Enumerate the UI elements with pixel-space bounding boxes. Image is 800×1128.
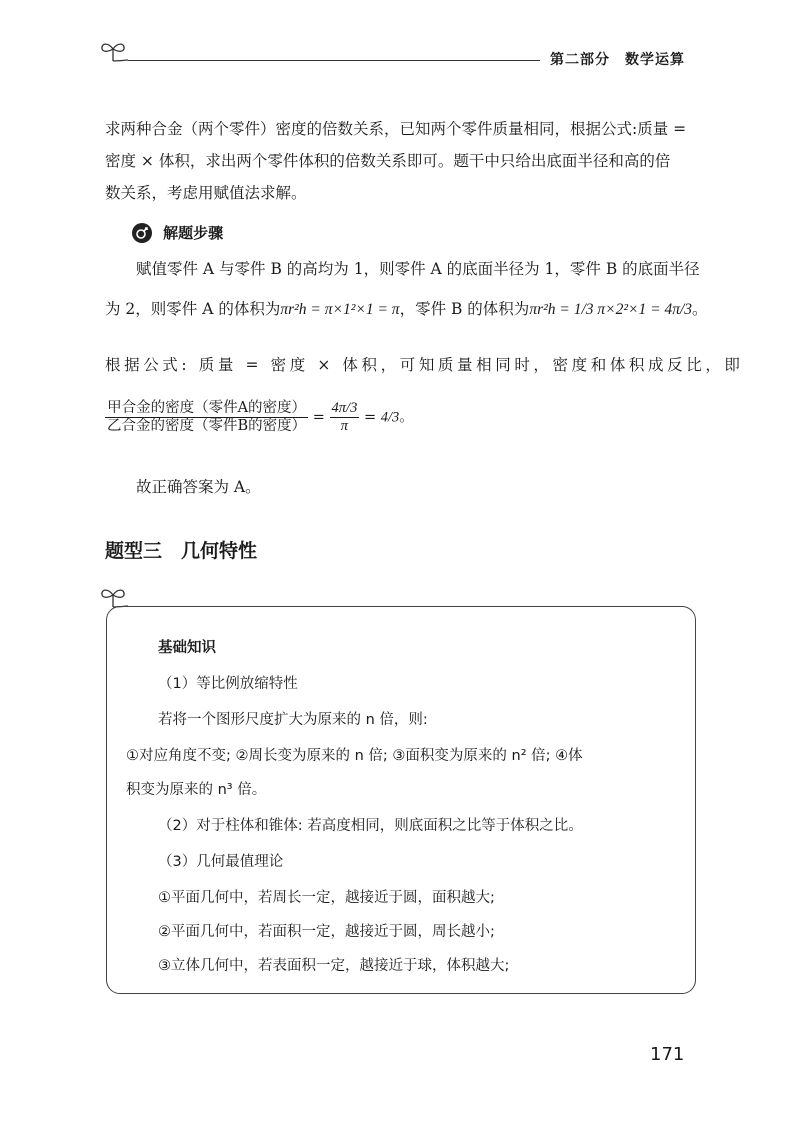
steps-title: 解题步骤 <box>163 224 224 242</box>
steps-line-2-mid: ，零件 B 的体积为 <box>399 300 530 318</box>
ratio-result: 4/3 <box>380 409 400 426</box>
sprout-icon <box>98 40 128 62</box>
page-number: 171 <box>650 1044 685 1065</box>
steps-line-2-pre: 为 2，则零件 A 的体积为 <box>105 300 281 318</box>
steps-heading <box>132 222 223 243</box>
knowledge-item-3-c: ③立体几何中，若表面积一定，越接近于球，体积越大; <box>158 958 510 974</box>
knowledge-item-3-title: （3）几何最值理论 <box>158 854 284 870</box>
density-ratio: $\frac{\text{甲合金的密度（零件A的密度）}}{\text{乙合金的密度（零件B的密度）}}$ = $\frac{4\pi/3}{\pi}$ = 4/3。 <box>107 400 414 434</box>
ratio-value-numerator: 4π/3 <box>331 400 358 416</box>
knowledge-item-1-title: （1）等比例放缩特性 <box>158 676 298 692</box>
header-rule <box>128 60 540 61</box>
ratio-denominator: 乙合金的密度（零件B的密度） <box>107 418 307 434</box>
knowledge-item-2: （2）对于柱体和锥体: 若高度相同，则底面积之比等于体积之比。 <box>158 818 583 834</box>
steps-line-2: 为 2，则零件 A 的体积为πr²h = π×1²×1 = π，零件 B 的体积为πr²h = 1/3 π×2²×1 = 4π/3。 <box>105 300 708 318</box>
sprout-icon-box <box>98 586 128 608</box>
ratio-numerator: 甲合金的密度（零件A的密度） <box>105 400 308 418</box>
intro-line-1: 求两种合金（两个零件）密度的倍数关系，已知两个零件质量相同，根据公式:质量 = <box>105 120 687 138</box>
volume-a-formula: πr²h = π×1²×1 = π <box>280 301 400 318</box>
header-section-title: 第二部分 数学运算 <box>550 52 685 68</box>
knowledge-title: 基础知识 <box>158 640 216 656</box>
section-3-title: 题型三 几何特性 <box>105 540 258 562</box>
knowledge-item-1-line-1: 若将一个图形尺度扩大为原来的 n 倍，则: <box>158 712 428 728</box>
steps-line-3: 根据公式: 质量 = 密度 × 体积，可知质量相同时，密度和体积成反比，即 <box>105 356 744 374</box>
ratio-value-denominator: π <box>340 418 349 434</box>
intro-line-3: 数关系，考虑用赋值法求解。 <box>105 184 307 202</box>
volume-b-formula: πr²h = 1/3 π×2²×1 = 4π/3 <box>529 301 693 318</box>
knowledge-item-1-line-3: 积变为原来的 n³ 倍。 <box>126 782 267 798</box>
steps-line-1: 赋值零件 A 与零件 B 的高均为 1，则零件 A 的底面半径为 1，零件 B 的底面半径 <box>136 260 700 278</box>
knowledge-item-3-b: ②平面几何中，若面积一定，越接近于圆，周长越小; <box>158 924 495 940</box>
ratio-value-fraction <box>330 400 360 435</box>
intro-line-2: 密度 × 体积，求出两个零件体积的倍数关系即可。题干中只给出底面半径和高的倍 <box>105 152 671 170</box>
answer-line: 故正确答案为 A。 <box>136 478 261 496</box>
knowledge-item-3-a: ①平面几何中，若周长一定，越接近于圆，面积越大; <box>158 890 495 906</box>
knowledge-item-1-line-2: ①对应角度不变; ②周长变为原来的 n 倍; ③面积变为原来的 n² 倍; ④体 <box>126 748 583 764</box>
density-ratio-fraction <box>105 400 308 435</box>
steps-icon <box>132 223 152 243</box>
